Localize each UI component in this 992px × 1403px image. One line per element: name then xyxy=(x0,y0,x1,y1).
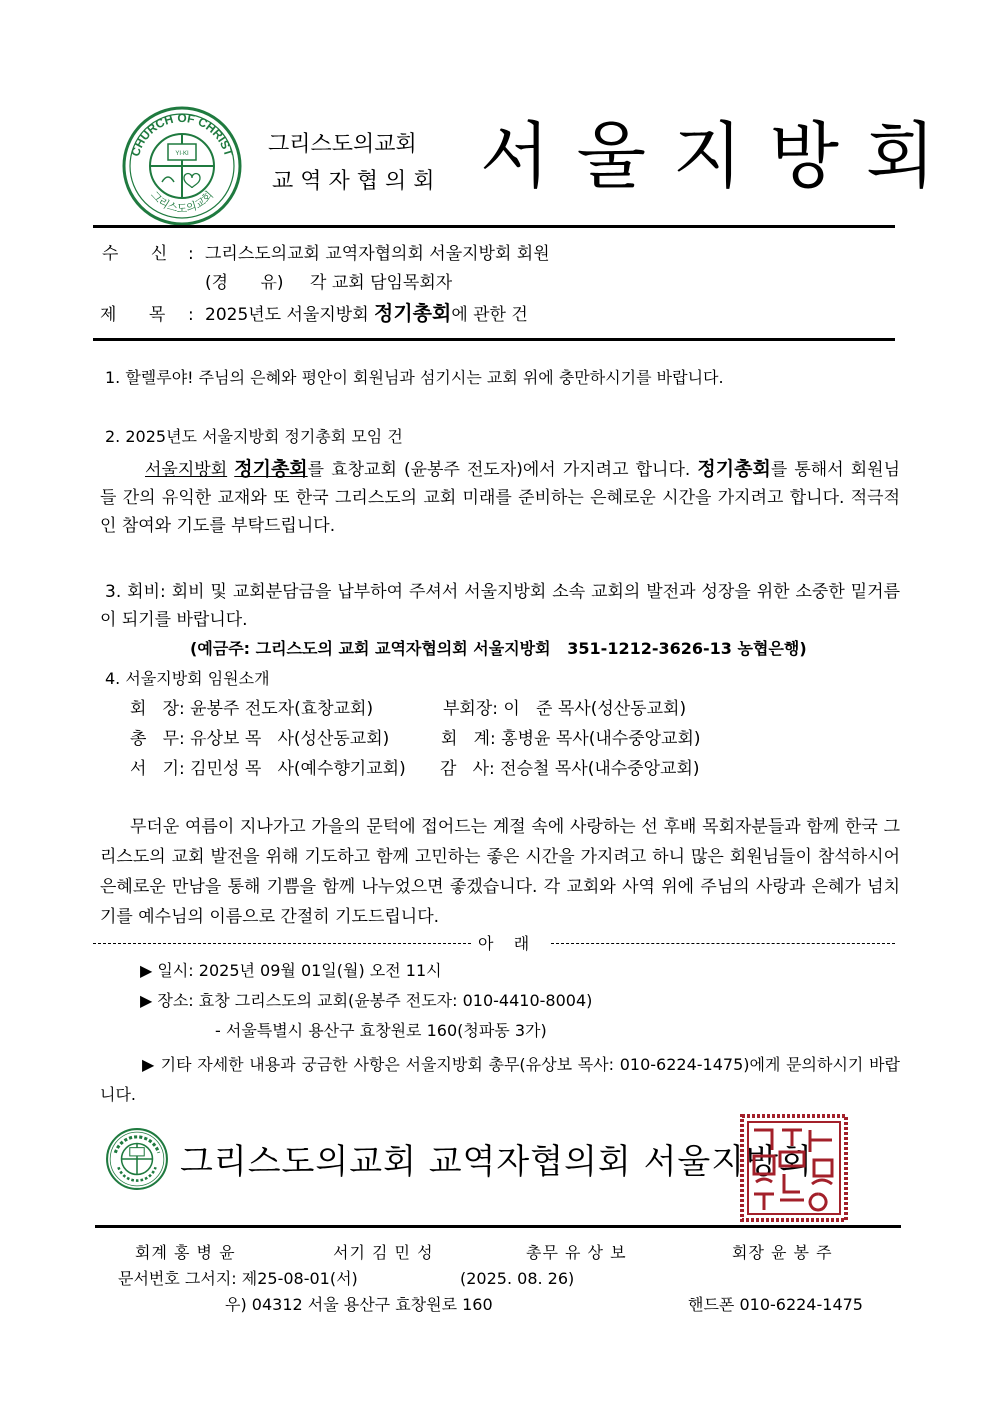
church-of-christ-logo-icon xyxy=(120,104,244,228)
item-2-title: 2. 2025년도 서울지방회 정기총회 모임 건 xyxy=(105,427,403,446)
subject-post: 에 관한 건 xyxy=(451,305,528,325)
item-4-title: 4. 서울지방회 임원소개 xyxy=(105,669,270,688)
footer-logo xyxy=(105,1127,169,1191)
signer-treasurer: 회계 홍 병 윤 xyxy=(135,1243,236,1262)
svg-text:YI·KI: YI·KI xyxy=(175,151,189,157)
closing-paragraph: 무더운 여름이 지나가고 가을의 문턱에 접어드는 계절 속에 사랑하는 선 후배 목회자분들과 함께 한국 그리스도의 교회 발전을 위해 기도하고 함께 고민하는 좋은 시간을 가지려고 하니 많은 회원님들이 참석하시어 은혜로운 만남을 통해 기쁨을 함께 나누었으면 좋겠습니다. 각 교회와 사역 위에 주님의 사랑과 은혜가 넘치기를 예수님의 이름으로 간절히 기도드립니다. xyxy=(100,817,900,927)
subject-pre: 2025년도 서울지방회 xyxy=(205,305,369,325)
item-3-account: (예금주: 그리스도의 교회 교역자협의회 서울지방회 351-1212-3626-13 농협은행) xyxy=(190,639,807,658)
church-of-christ-small-logo-icon xyxy=(105,1127,169,1191)
officer-right-3: 감 사: 전승철 목사(내수중앙교회) xyxy=(440,759,700,779)
red-seal-stamp-icon xyxy=(738,1112,850,1224)
org-name-line1: 그리스도의교회 xyxy=(268,132,417,157)
svg-text:CHURCH OF CHRIST: CHURCH OF CHRIST xyxy=(128,110,236,158)
item-1: 1. 할렐루야! 주님의 은혜와 평안이 회원님과 섬기시는 교회 위에 충만하시기를 바랍니다. xyxy=(105,368,724,387)
signer-general-affairs: 총무 유 상 보 xyxy=(526,1243,627,1262)
subject-bold: 정기총회 xyxy=(374,301,452,325)
footer-rule xyxy=(95,1225,901,1228)
header-rule-bottom xyxy=(93,338,895,341)
item-2-meeting-a: 정기총회 xyxy=(234,458,308,480)
org-name-line2: 교 역 자 협 의 회 xyxy=(272,169,435,194)
to-value: 그리스도의교회 교역자협의회 서울지방회 회원 xyxy=(205,244,550,264)
divider xyxy=(93,931,895,955)
detail-contact: ▶ 기타 자세한 내용과 궁금한 사항은 서울지방회 총무(유상보 목사: 010-6224-1475)에게 문의하시기 바랍니다. xyxy=(100,1055,900,1104)
divider-right xyxy=(551,943,895,944)
divider-left xyxy=(93,943,471,944)
svg-text:그리스도의교회: 그리스도의교회 xyxy=(147,188,217,215)
officer-right-1: 부회장: 이 준 목사(성산동교회) xyxy=(443,699,687,719)
postal-address: 우) 04312 서울 용산구 효창원로 160 xyxy=(225,1295,493,1314)
doc-date: (2025. 08. 26) xyxy=(460,1269,575,1288)
header-logo xyxy=(120,104,244,228)
official-seal xyxy=(738,1112,850,1224)
to-label: 수 신 xyxy=(102,244,168,264)
subject-colon: : xyxy=(188,305,194,325)
subject-value xyxy=(205,300,528,328)
signer-secretary: 서기 김 민 성 xyxy=(333,1243,434,1262)
detail-place: ▶ 장소: 효창 그리스도의 교회(윤봉주 전도자: 010-4410-8004) xyxy=(140,991,593,1010)
to-colon: : xyxy=(188,244,194,264)
officer-right-2: 회 계: 홍병윤 목사(내수중앙교회) xyxy=(441,729,701,749)
item-2-meeting-b: 정기총회 xyxy=(697,458,771,480)
item-2-paragraph xyxy=(100,455,900,540)
officer-left-3: 서 기: 김민성 목 사(예수향기교회) xyxy=(130,759,406,779)
big-title: 서 울 지 방 회 xyxy=(480,114,938,198)
officer-left-1: 회 장: 윤봉주 전도자(효창교회) xyxy=(130,699,374,719)
doc-number: 문서번호 그서지: 제25-08-01(서) xyxy=(118,1269,358,1288)
header-rule-top xyxy=(93,225,895,228)
officer-left-2: 총 무: 유상보 목 사(성산동교회) xyxy=(130,729,390,749)
detail-address: - 서울특별시 용산구 효창원로 160(청파동 3가) xyxy=(215,1021,547,1040)
subject-label: 제 목 xyxy=(100,305,166,325)
cc-value: 각 교회 담임목회자 xyxy=(310,273,453,293)
item-2-seoul: 서울지방회 xyxy=(145,460,228,480)
item-3-paragraph: 3. 회비: 회비 및 교회분담금을 납부하여 주셔서 서울지방회 소속 교회의 발전과 성장을 위한 소중한 밑거름이 되기를 바랍니다. xyxy=(100,582,900,630)
cc-label: (경 유) xyxy=(205,273,284,293)
signer-president: 회장 윤 봉 주 xyxy=(732,1243,833,1262)
divider-label: 아 래 xyxy=(478,934,530,953)
phone-number: 핸드폰 010-6224-1475 xyxy=(688,1295,863,1314)
item-2-text-a: 를 효창교회 (윤봉주 전도자)에서 가지려고 합니다. xyxy=(307,460,691,480)
detail-date: ▶ 일시: 2025년 09월 01일(월) 오전 11시 xyxy=(140,961,442,980)
item-2-text-b: 를 통해서 회원님들 간의 유익한 교재와 또 한국 그리스도의 교회 미래를 준비하는 은혜로운 시간을 가지려고 합니다. 적극적인 참여와 기도를 부탁드립니다. xyxy=(100,460,900,536)
footer-org-name: 그리스도의교회 교역자협의회 서울지방회 xyxy=(180,1142,813,1182)
